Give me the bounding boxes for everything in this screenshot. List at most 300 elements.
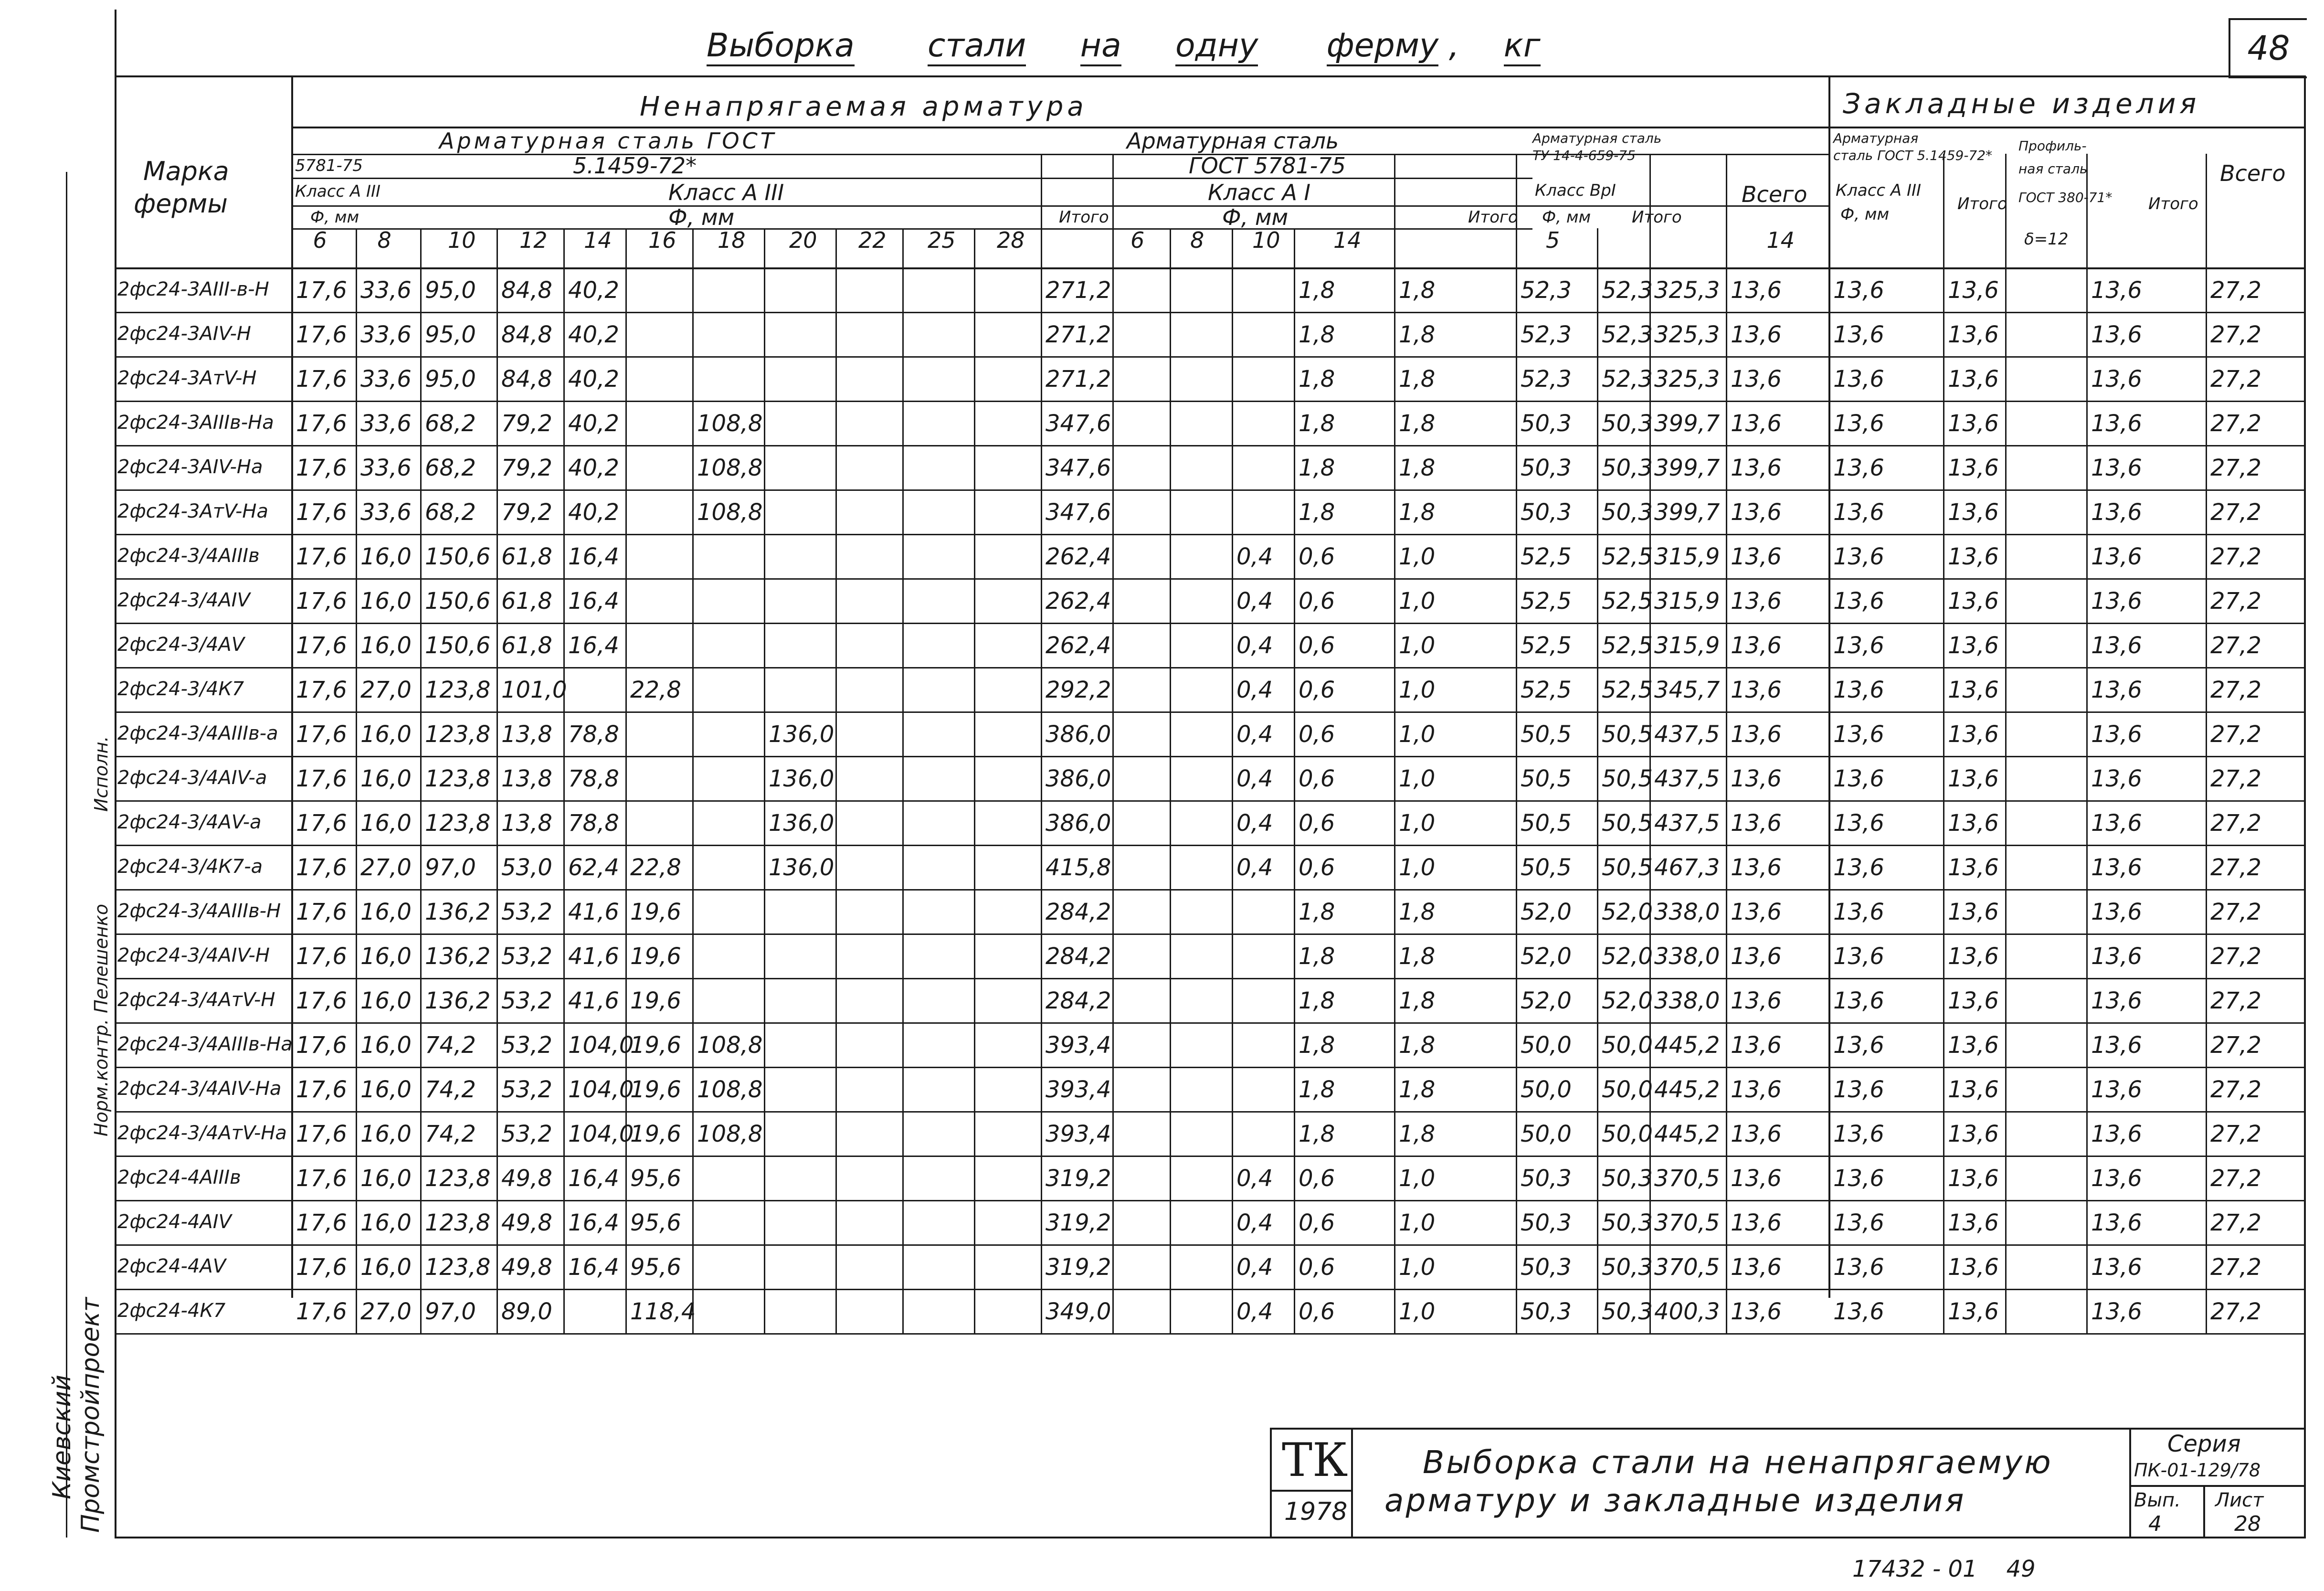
table-cell: 338,0: [1654, 943, 1720, 970]
table-cell: 150,6: [425, 632, 491, 659]
table-cell: 50,3: [1602, 1209, 1653, 1236]
table-cell: 13,6: [1731, 499, 1782, 526]
table-cell: 13,6: [1731, 632, 1782, 659]
table-cell: 1,8: [1299, 943, 1335, 970]
table-cell: 27,2: [2210, 277, 2261, 304]
table-cell: 370,5: [1654, 1209, 1720, 1236]
table-cell: 17,6: [296, 899, 347, 925]
row-line: [115, 1244, 2304, 1246]
table-cell: 97,0: [425, 854, 476, 881]
table-cell: 52,3: [1521, 366, 1572, 392]
table-cell: 1,0: [1399, 765, 1436, 792]
table-cell: 27,2: [2210, 1032, 2261, 1059]
table-cell: 1,8: [1399, 943, 1436, 970]
column-line: [764, 228, 765, 1333]
table-cell: 123,8: [425, 765, 491, 792]
table-cell: 1,8: [1299, 899, 1335, 925]
table-cell: 52,0: [1521, 899, 1572, 925]
table-row-mark: 2фс24-3/4К7-а: [117, 856, 263, 878]
table-cell: 19,6: [630, 1121, 681, 1147]
row-line: [115, 933, 2304, 935]
table-cell: 13,6: [1833, 677, 1884, 703]
table-cell: 27,2: [2210, 1165, 2261, 1192]
column-line: [1597, 228, 1598, 1333]
column-line: [974, 228, 975, 1333]
table-cell: 13,6: [1731, 455, 1782, 481]
table-cell: 27,2: [2210, 366, 2261, 392]
table-cell: 13,6: [1731, 366, 1782, 392]
table-cell: 16,0: [360, 943, 412, 970]
table-cell: 27,2: [2210, 1121, 2261, 1147]
table-cell: 386,0: [1046, 810, 1111, 837]
table-cell: 13,6: [2091, 1076, 2142, 1103]
table-cell: 27,2: [2210, 987, 2261, 1014]
table-cell: 27,2: [2210, 1076, 2261, 1103]
table-cell: 13,6: [1948, 321, 1999, 348]
table-cell: 13,6: [2091, 543, 2142, 570]
table-cell: 0,4: [1236, 1254, 1273, 1281]
table-cell: 13,6: [1731, 1076, 1782, 1103]
table-cell: 50,3: [1602, 410, 1653, 437]
column-line: [1232, 228, 1233, 1333]
table-cell: 262,4: [1046, 543, 1111, 570]
table-cell: 1,8: [1299, 455, 1335, 481]
table-cell: 13,6: [1948, 588, 1999, 615]
table-cell: 123,8: [425, 1254, 491, 1281]
table-cell: 0,6: [1299, 721, 1335, 748]
table-cell: 315,9: [1654, 632, 1720, 659]
table-cell: 0,4: [1236, 721, 1273, 748]
frame-top-line: [115, 75, 2306, 77]
mark-header-2: фермы: [134, 189, 228, 219]
table-cell: 27,2: [2210, 854, 2261, 881]
column-line: [902, 228, 904, 1333]
table-cell: 16,0: [360, 1165, 412, 1192]
table-cell: 16,0: [360, 810, 412, 837]
group3-title-2: ТУ 14-4-659-75: [1532, 148, 1636, 163]
table-cell: 50,5: [1602, 765, 1653, 792]
phi-mm-a: Ф, мм: [310, 208, 359, 227]
table-row-mark: 2фс24-4К7: [117, 1300, 226, 1322]
stamp-issue-value: 4: [2148, 1512, 2162, 1536]
table-cell: 13,6: [1731, 721, 1782, 748]
table-cell: 1,8: [1299, 499, 1335, 526]
row-line: [115, 623, 2304, 624]
table-cell: 0,4: [1236, 1165, 1273, 1192]
table-cell: 13,6: [1948, 721, 1999, 748]
table-cell: 437,5: [1654, 765, 1720, 792]
mark-header-1: Марка: [143, 156, 229, 186]
table-cell: 13,6: [1833, 987, 1884, 1014]
table-cell: 13,6: [1833, 943, 1884, 970]
table-cell: 0,4: [1236, 543, 1273, 570]
table-cell: 50,3: [1521, 410, 1572, 437]
table-row-mark: 2фс24-3АтV-На: [117, 500, 268, 522]
group1-subtitle: 5.1459-72*: [573, 153, 697, 179]
table-cell: 13,6: [1731, 410, 1782, 437]
stamp-sheet-divider: [2203, 1485, 2205, 1537]
header-line-4: [291, 205, 1828, 207]
table-cell: 13,6: [2091, 410, 2142, 437]
title-word-2: стали: [928, 27, 1026, 66]
table-cell: 1,8: [1399, 321, 1436, 348]
table-cell: 13,6: [2091, 1032, 2142, 1059]
table-cell: 41,6: [568, 987, 619, 1014]
table-cell: 13,6: [1948, 899, 1999, 925]
table-cell: 40,2: [568, 366, 619, 392]
row-line: [115, 1022, 2304, 1024]
stamp-series-line: [2129, 1485, 2304, 1487]
table-cell: 13,6: [2091, 765, 2142, 792]
stamp-sheet-label: Лист: [2215, 1489, 2264, 1511]
table-cell: 53,0: [501, 854, 552, 881]
table-cell: 1,8: [1399, 1032, 1436, 1059]
diameter-label: 5: [1546, 227, 1560, 253]
table-cell: 19,6: [630, 1032, 681, 1059]
table-cell: 393,4: [1046, 1076, 1111, 1103]
table-cell: 0,6: [1299, 677, 1335, 703]
footer-number: 17432 - 01 49: [1852, 1556, 2036, 1582]
table-cell: 49,8: [501, 1209, 552, 1236]
table-cell: 53,2: [501, 1032, 552, 1059]
table-cell: 437,5: [1654, 721, 1720, 748]
table-cell: 33,6: [360, 410, 412, 437]
table-cell: 0,6: [1299, 1254, 1335, 1281]
table-cell: 17,6: [296, 765, 347, 792]
table-cell: 61,8: [501, 588, 552, 615]
table-cell: 319,2: [1046, 1254, 1111, 1281]
table-cell: 1,8: [1399, 277, 1436, 304]
table-cell: 13,6: [1731, 1165, 1782, 1192]
stamp-logo: ТК: [1282, 1433, 1348, 1487]
row-line: [115, 1067, 2304, 1068]
table-cell: 95,0: [425, 277, 476, 304]
table-cell: 13,6: [1731, 1032, 1782, 1059]
stamp-left-line: [1270, 1428, 1272, 1537]
title-word-7: кг: [1504, 27, 1541, 66]
table-cell: 95,0: [425, 366, 476, 392]
table-cell: 27,2: [2210, 721, 2261, 748]
table-cell: 325,3: [1654, 366, 1720, 392]
table-cell: 13,6: [1948, 277, 1999, 304]
prof-1: Профиль-: [2018, 138, 2087, 154]
table-cell: 1,8: [1299, 987, 1335, 1014]
table-cell: 0,6: [1299, 1298, 1335, 1325]
table-cell: 52,3: [1521, 277, 1572, 304]
table-cell: 370,5: [1654, 1165, 1720, 1192]
table-cell: 0,6: [1299, 765, 1335, 792]
table-cell: 50,5: [1602, 721, 1653, 748]
table-cell: 50,3: [1602, 1254, 1653, 1281]
diameter-label: 14: [1333, 227, 1362, 253]
table-cell: 17,6: [296, 588, 347, 615]
header-line-3: [291, 178, 1532, 179]
table-cell: 400,3: [1654, 1298, 1720, 1325]
table-cell: 13,6: [1948, 943, 1999, 970]
row-line: [115, 845, 2304, 846]
table-cell: 13,6: [2091, 1254, 2142, 1281]
table-cell: 13,6: [1833, 455, 1884, 481]
table-cell: 33,6: [360, 455, 412, 481]
table-cell: 50,3: [1521, 1298, 1572, 1325]
table-cell: 1,8: [1399, 410, 1436, 437]
table-cell: 1,8: [1399, 366, 1436, 392]
row-line: [115, 356, 2304, 358]
side-org-line2: Промстройпроект: [76, 1297, 105, 1533]
side-role: Исполн.: [91, 736, 112, 812]
table-cell: 101,0: [501, 677, 567, 703]
table-cell: 13,8: [501, 721, 552, 748]
prof-size: δ=12: [2024, 230, 2069, 249]
table-row-mark: 2фс24-3/4АтV-На: [117, 1122, 287, 1144]
table-cell: 0,4: [1236, 854, 1273, 881]
table-cell: 338,0: [1654, 987, 1720, 1014]
table-cell: 123,8: [425, 677, 491, 703]
table-cell: 17,6: [296, 810, 347, 837]
table-cell: 53,2: [501, 987, 552, 1014]
table-cell: 27,2: [2210, 588, 2261, 615]
column-line: [835, 228, 837, 1333]
table-cell: 52,5: [1602, 588, 1653, 615]
table-cell: 50,3: [1602, 455, 1653, 481]
table-cell: 1,0: [1399, 588, 1436, 615]
row-line: [115, 312, 2304, 313]
row-line: [115, 756, 2304, 757]
table-cell: 0,6: [1299, 588, 1335, 615]
table-cell: 1,8: [1399, 1076, 1436, 1103]
table-cell: 13,6: [1833, 1076, 1884, 1103]
table-cell: 1,8: [1399, 455, 1436, 481]
unstressed-header: Ненапрягаемая арматура: [640, 91, 1088, 122]
stamp-sheet-value: 28: [2234, 1512, 2261, 1536]
table-cell: 13,6: [1833, 277, 1884, 304]
table-cell: 399,7: [1654, 499, 1720, 526]
table-cell: 33,6: [360, 321, 412, 348]
table-cell: 78,8: [568, 721, 619, 748]
table-row-mark: 2фс24-3/4АIIIв-На: [117, 1033, 293, 1055]
table-cell: 68,2: [425, 410, 476, 437]
table-cell: 271,2: [1046, 366, 1111, 392]
class-aiii-b: Класс А III: [668, 180, 784, 205]
table-cell: 27,2: [2210, 810, 2261, 837]
table-cell: 52,5: [1602, 632, 1653, 659]
col-divider-mark: [291, 75, 293, 1298]
table-cell: 27,0: [360, 1298, 412, 1325]
table-row-mark: 2фс24-4АIIIв: [117, 1167, 241, 1188]
row-line: [115, 1200, 2304, 1201]
table-cell: 13,6: [1833, 1298, 1884, 1325]
table-cell: 50,5: [1602, 854, 1653, 881]
table-cell: 97,0: [425, 1298, 476, 1325]
table-cell: 445,2: [1654, 1121, 1720, 1147]
table-cell: 62,4: [568, 854, 619, 881]
table-cell: 150,6: [425, 588, 491, 615]
table-cell: 13,6: [2091, 854, 2142, 881]
table-cell: 104,0: [568, 1032, 634, 1059]
table-cell: 467,3: [1654, 854, 1720, 881]
table-cell: 1,0: [1399, 1254, 1436, 1281]
itogo-2: Итого: [1468, 208, 1518, 227]
table-cell: 17,6: [296, 499, 347, 526]
table-cell: 13,6: [1731, 810, 1782, 837]
table-cell: 13,6: [1948, 1032, 1999, 1059]
itogo-3: Итого: [1632, 208, 1682, 227]
table-cell: 79,2: [501, 410, 552, 437]
table-cell: 40,2: [568, 455, 619, 481]
table-cell: 0,4: [1236, 588, 1273, 615]
diameter-label: 10: [448, 227, 476, 253]
table-cell: 1,0: [1399, 543, 1436, 570]
table-cell: 370,5: [1654, 1254, 1720, 1281]
table-cell: 0,6: [1299, 854, 1335, 881]
itogo-4: Итого: [1957, 194, 2007, 213]
diameter-label: 6: [313, 227, 327, 253]
table-cell: 52,3: [1602, 277, 1653, 304]
table-cell: 84,8: [501, 277, 552, 304]
table-cell: 16,4: [568, 1254, 619, 1281]
itogo-5: Итого: [2148, 194, 2198, 213]
table-cell: 13,6: [1948, 1209, 1999, 1236]
table-cell: 50,5: [1521, 810, 1572, 837]
table-cell: 17,6: [296, 1121, 347, 1147]
table-cell: 40,2: [568, 277, 619, 304]
table-cell: 50,0: [1602, 1032, 1653, 1059]
row-line: [115, 1289, 2304, 1290]
table-cell: 27,2: [2210, 1254, 2261, 1281]
table-cell: 1,8: [1299, 321, 1335, 348]
table-cell: 16,4: [568, 543, 619, 570]
row-line: [115, 978, 2304, 979]
table-cell: 13,6: [1948, 677, 1999, 703]
table-cell: 13,6: [2091, 632, 2142, 659]
table-cell: 13,6: [1731, 321, 1782, 348]
phi-mm-d: Ф, мм: [1542, 208, 1591, 227]
table-cell: 17,6: [296, 1254, 347, 1281]
table-cell: 13,6: [2091, 1298, 2142, 1325]
row-line: [115, 711, 2304, 713]
table-cell: 16,0: [360, 543, 412, 570]
table-cell: 41,6: [568, 943, 619, 970]
column-line: [496, 228, 498, 1333]
diameter-label: 25: [928, 227, 956, 253]
table-cell: 284,2: [1046, 987, 1111, 1014]
table-cell: 13,6: [1948, 632, 1999, 659]
table-cell: 53,2: [501, 899, 552, 925]
table-cell: 136,0: [769, 810, 835, 837]
table-cell: 27,2: [2210, 410, 2261, 437]
table-cell: 17,6: [296, 277, 347, 304]
table-cell: 1,0: [1399, 810, 1436, 837]
table-cell: 16,4: [568, 588, 619, 615]
table-cell: 325,3: [1654, 321, 1720, 348]
table-cell: 50,0: [1602, 1121, 1653, 1147]
table-cell: 95,6: [630, 1254, 681, 1281]
table-cell: 27,2: [2210, 1298, 2261, 1325]
table-cell: 52,5: [1602, 543, 1653, 570]
embedded-header: Закладные изделия: [1843, 87, 2200, 120]
table-cell: 61,8: [501, 543, 552, 570]
stamp-series-label: Серия: [2167, 1431, 2241, 1457]
row-line: [115, 889, 2304, 891]
table-cell: 13,6: [1833, 1032, 1884, 1059]
table-cell: 292,2: [1046, 677, 1111, 703]
vsego-2: Всего: [2220, 160, 2286, 186]
table-cell: 40,2: [568, 499, 619, 526]
table-cell: 33,6: [360, 366, 412, 392]
table-cell: 68,2: [425, 499, 476, 526]
table-cell: 13,6: [1948, 810, 1999, 837]
table-cell: 108,8: [697, 1076, 763, 1103]
table-cell: 284,2: [1046, 899, 1111, 925]
emb-arm-1: Арматурная: [1833, 130, 1919, 146]
table-cell: 123,8: [425, 810, 491, 837]
table-cell: 13,6: [1731, 1298, 1782, 1325]
table-cell: 1,8: [1299, 277, 1335, 304]
table-cell: 16,0: [360, 987, 412, 1014]
table-row-mark: 2фс24-4АV: [117, 1255, 226, 1277]
table-cell: 19,6: [630, 943, 681, 970]
table-row-mark: 2фс24-3АIII-в-Н: [117, 278, 269, 300]
table-cell: 17,6: [296, 943, 347, 970]
table-cell: 13,6: [2091, 1121, 2142, 1147]
table-cell: 27,2: [2210, 543, 2261, 570]
table-cell: 108,8: [697, 1121, 763, 1147]
table-cell: 33,6: [360, 499, 412, 526]
table-cell: 17,6: [296, 677, 347, 703]
table-cell: 13,6: [1833, 499, 1884, 526]
table-cell: 95,0: [425, 321, 476, 348]
table-cell: 17,6: [296, 1209, 347, 1236]
table-cell: 17,6: [296, 1298, 347, 1325]
row-line: [115, 1333, 2304, 1335]
table-cell: 17,6: [296, 1076, 347, 1103]
table-cell: 13,6: [1948, 455, 1999, 481]
table-cell: 17,6: [296, 321, 347, 348]
table-cell: 52,3: [1602, 321, 1653, 348]
table-cell: 13,6: [1948, 366, 1999, 392]
table-cell: 13,6: [1948, 1165, 1999, 1192]
table-cell: 393,4: [1046, 1032, 1111, 1059]
table-cell: 13,6: [2091, 321, 2142, 348]
table-cell: 52,0: [1521, 987, 1572, 1014]
table-cell: 349,0: [1046, 1298, 1111, 1325]
table-cell: 315,9: [1654, 588, 1720, 615]
table-cell: 13,6: [1731, 1209, 1782, 1236]
table-cell: 53,2: [501, 943, 552, 970]
title-word-6: ,: [1448, 27, 1459, 64]
stamp-year: 1978: [1284, 1497, 1348, 1526]
table-cell: 13,6: [1731, 677, 1782, 703]
table-cell: 13,8: [501, 810, 552, 837]
table-row-mark: 2фс24-3/4АIV: [117, 589, 250, 611]
table-cell: 27,2: [2210, 943, 2261, 970]
table-cell: 84,8: [501, 366, 552, 392]
column-line: [625, 228, 627, 1333]
table-row-mark: 2фс24-3/4АIIIв: [117, 545, 260, 567]
table-cell: 53,2: [501, 1076, 552, 1103]
table-cell: 27,2: [2210, 632, 2261, 659]
table-cell: 284,2: [1046, 943, 1111, 970]
table-row-mark: 2фс24-3/4АIV-На: [117, 1078, 282, 1100]
table-cell: 13,6: [1948, 765, 1999, 792]
row-line: [115, 534, 2304, 535]
table-cell: 16,0: [360, 1076, 412, 1103]
table-cell: 1,0: [1399, 854, 1436, 881]
row-line: [115, 1156, 2304, 1157]
stamp-top-line: [1270, 1428, 2306, 1430]
table-cell: 17,6: [296, 1165, 347, 1192]
table-cell: 13,6: [1731, 899, 1782, 925]
